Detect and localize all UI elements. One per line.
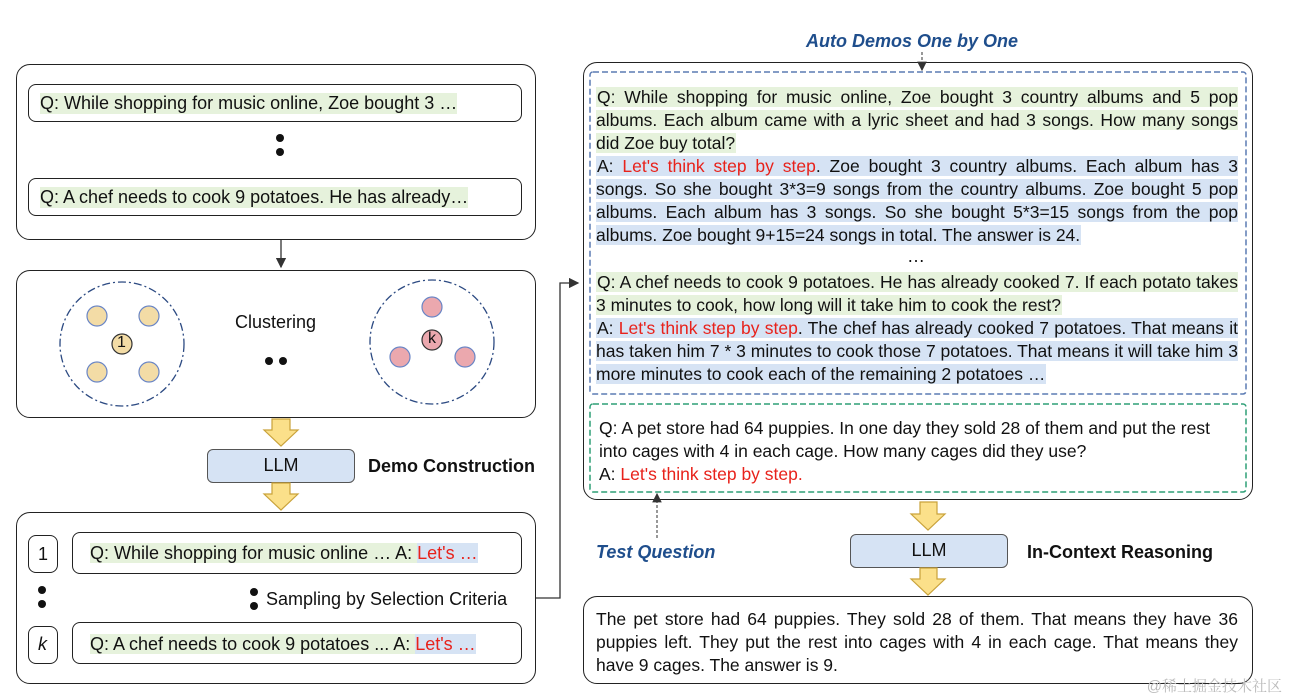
sampling-label: Sampling by Selection Criteria — [266, 589, 508, 609]
cluster-1-label: 1 — [117, 334, 126, 351]
question-2-text: Q: A chef needs to cook 9 potatoes. He has already… — [40, 187, 469, 207]
demo-ellipsis: … — [907, 246, 925, 266]
in-context-reasoning-label: In-Context Reasoning — [1027, 542, 1214, 562]
demo-2-answer: A: Let's think step by step. The chef has already cooked 7 potatoes. That means it has taken him 7 * 3 minutes to cook those 7 potatoes. That means it will take him 3 more minutes to cook each of the remaining 2 potatoes … — [596, 318, 1238, 384]
clustering-label: Clustering — [235, 312, 317, 332]
test-question-label: Test Question — [596, 542, 716, 562]
auto-demos-label: Auto Demos One by One — [806, 31, 1019, 51]
test-question-text: Q: A pet store had 64 puppies. In one day they sold 28 of them and put the rest into cages with 4 in each cage. How many cages did they use? A: Let's think step by step. — [599, 418, 1210, 484]
llm-demo-construction: LLM — [207, 449, 355, 483]
demo-1-answer: A: Let's think step by step. Zoe bought 3 country albums. Each album has 3 songs. So she bought 3*3=9 songs from the country albums. Zoe bought 5 pop albums. Each album has 3 songs. So she bought 5*3=15 songs from the pop albums. Zoe bought 9+15=24 songs in total. The answer is 24. — [596, 156, 1238, 245]
demo-row-2-text: Q: A chef needs to cook 9 potatoes ... A: Let's … — [90, 634, 476, 654]
block-arrows — [264, 419, 945, 595]
output-text: The pet store had 64 puppies. They sold 28 of them. That means they have 36 puppies left. They put the rest into cages with 4 in each cage. That means they have 9 cages. The answer is 9. — [596, 609, 1238, 675]
question-1-text: Q: While shopping for music online, Zoe bought 3 … — [40, 93, 458, 113]
demo-row-1-text: Q: While shopping for music online … A: Let's … — [90, 543, 478, 563]
demo-construction-label: Demo Construction — [368, 456, 536, 476]
index-1-label: 1 — [38, 544, 49, 564]
index-k-label: k — [38, 634, 47, 654]
watermark: @稀土掘金技术社区 — [1146, 678, 1282, 695]
demo-1-question: Q: While shopping for music online, Zoe bought 3 country albums and 5 pop albums. Each album came with a lyric sheet and had 3 songs. How many songs did Zoe buy total? — [596, 87, 1238, 153]
llm-in-context: LLM — [850, 534, 1008, 568]
demo-2-question: Q: A chef needs to cook 9 potatoes. He has already cooked 7. If each potato takes 3 minutes to cook, how long will it take him to cook the rest? — [596, 272, 1238, 315]
cluster-k-label: k — [428, 330, 436, 347]
